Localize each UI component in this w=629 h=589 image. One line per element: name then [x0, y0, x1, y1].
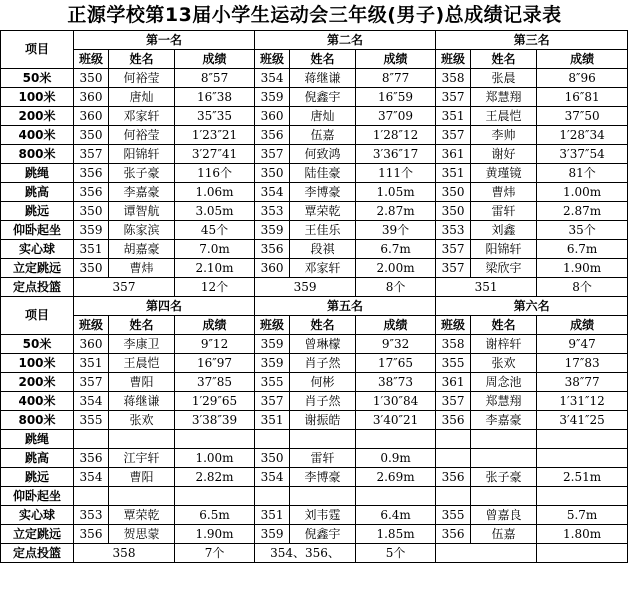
name-cell [471, 449, 537, 468]
basket-class-cell: 354、356、 [255, 544, 356, 563]
event-label: 400米 [1, 392, 74, 411]
class-cell: 355 [255, 373, 290, 392]
name-cell: 蒋继谦 [109, 392, 175, 411]
class-cell: 358 [436, 335, 471, 354]
class-cell: 350 [436, 183, 471, 202]
score-cell: 1′28″34 [537, 126, 628, 145]
table-row [1, 202, 628, 221]
class-cell: 360 [74, 335, 109, 354]
name-cell: 郑慧翔 [471, 392, 537, 411]
score-cell: 1′28″12 [356, 126, 436, 145]
table-row [1, 107, 628, 126]
name-cell: 李嘉豪 [109, 183, 175, 202]
class-cell: 357 [74, 373, 109, 392]
class-cell: 350 [74, 126, 109, 145]
class-cell: 353 [255, 202, 290, 221]
name-cell [471, 487, 537, 506]
name-cell: 邓家轩 [109, 107, 175, 126]
score-cell: 39个 [356, 221, 436, 240]
event-label: 仰卧起坐 [1, 487, 74, 506]
class-cell: 355 [436, 354, 471, 373]
place-header: 第四名 [74, 297, 255, 316]
name-cell: 李博豪 [290, 468, 356, 487]
basket-class-cell: 351 [436, 278, 537, 297]
name-cell: 李帅 [471, 126, 537, 145]
score-cell: 2.69m [356, 468, 436, 487]
score-cell: 2.51m [537, 468, 628, 487]
place-header-row [1, 31, 628, 50]
class-cell: 356 [436, 468, 471, 487]
score-cell: 1′31″12 [537, 392, 628, 411]
event-label: 800米 [1, 145, 74, 164]
score-cell: 3.05m [175, 202, 255, 221]
score-cell: 5.7m [537, 506, 628, 525]
sheet-title: 正源学校第13届小学生运动会三年级(男子)总成绩记录表 [67, 4, 562, 26]
class-cell: 354 [255, 183, 290, 202]
score-cell [356, 487, 436, 506]
table-row [1, 392, 628, 411]
name-cell [290, 487, 356, 506]
name-cell: 张子豪 [109, 164, 175, 183]
score-cell: 35个 [537, 221, 628, 240]
score-cell: 3′40″21 [356, 411, 436, 430]
name-cell: 何裕莹 [109, 126, 175, 145]
score-cell: 38″77 [537, 373, 628, 392]
score-cell: 1′23″21 [175, 126, 255, 145]
event-label: 实心球 [1, 506, 74, 525]
event-label: 100米 [1, 88, 74, 107]
event-label: 400米 [1, 126, 74, 145]
place-header-row [1, 297, 628, 316]
name-cell: 郑慧翔 [471, 88, 537, 107]
class-cell: 360 [74, 107, 109, 126]
basket-score-cell: 7个 [175, 544, 255, 563]
name-cell: 刘韦霆 [290, 506, 356, 525]
class-cell [436, 430, 471, 449]
basket-score-cell: 8个 [356, 278, 436, 297]
class-cell [436, 449, 471, 468]
event-label: 50米 [1, 69, 74, 88]
class-col-header: 班级 [436, 50, 471, 69]
class-col-header: 班级 [436, 316, 471, 335]
class-cell: 356 [255, 126, 290, 145]
table-row [1, 88, 628, 107]
class-cell: 351 [436, 164, 471, 183]
class-cell: 356 [74, 164, 109, 183]
name-cell: 江宇轩 [109, 449, 175, 468]
class-cell: 359 [255, 88, 290, 107]
score-cell [356, 430, 436, 449]
table-row [1, 449, 628, 468]
table-row [1, 525, 628, 544]
score-cell: 8″77 [356, 69, 436, 88]
name-cell: 何裕莹 [109, 69, 175, 88]
class-cell: 356 [436, 525, 471, 544]
name-cell: 黄瑾镜 [471, 164, 537, 183]
name-cell: 梁欣宇 [471, 259, 537, 278]
name-cell: 王晨恺 [109, 354, 175, 373]
name-col-header: 姓名 [471, 316, 537, 335]
name-cell: 张子豪 [471, 468, 537, 487]
place-header: 第三名 [436, 31, 628, 50]
score-cell: 1.90m [175, 525, 255, 544]
name-cell: 谢好 [471, 145, 537, 164]
table-row [1, 373, 628, 392]
score-cell: 1.00m [175, 449, 255, 468]
score-cell: 3′36″17 [356, 145, 436, 164]
score-cell: 37″09 [356, 107, 436, 126]
score-cell: 6.5m [175, 506, 255, 525]
table-row [1, 411, 628, 430]
name-cell [109, 487, 175, 506]
place-header: 第二名 [255, 31, 436, 50]
project-header: 项目 [1, 297, 74, 335]
name-cell: 谢梓轩 [471, 335, 537, 354]
event-label: 100米 [1, 354, 74, 373]
class-cell: 350 [74, 259, 109, 278]
class-cell: 353 [74, 506, 109, 525]
class-cell: 359 [255, 354, 290, 373]
place-header: 第一名 [74, 31, 255, 50]
class-cell: 359 [74, 221, 109, 240]
event-label: 定点投篮 [1, 278, 74, 297]
score-cell: 9″47 [537, 335, 628, 354]
score-cell [537, 449, 628, 468]
table-row [1, 69, 628, 88]
table-row [1, 335, 628, 354]
event-label: 200米 [1, 373, 74, 392]
table-row [1, 468, 628, 487]
name-cell: 阳锦轩 [471, 240, 537, 259]
class-cell: 350 [436, 202, 471, 221]
class-cell [436, 487, 471, 506]
name-cell: 李嘉豪 [471, 411, 537, 430]
event-label: 跳绳 [1, 430, 74, 449]
place-header: 第六名 [436, 297, 628, 316]
score-cell: 2.10m [175, 259, 255, 278]
score-col-header: 成绩 [356, 50, 436, 69]
score-cell: 8″96 [537, 69, 628, 88]
class-col-header: 班级 [255, 50, 290, 69]
class-cell: 358 [436, 69, 471, 88]
name-cell: 谢振皓 [290, 411, 356, 430]
class-cell: 357 [74, 145, 109, 164]
score-cell: 45个 [175, 221, 255, 240]
name-cell: 曹炜 [471, 183, 537, 202]
name-cell: 曹阳 [109, 468, 175, 487]
name-cell: 何致鸿 [290, 145, 356, 164]
table-row [1, 221, 628, 240]
class-cell: 351 [255, 411, 290, 430]
basket-class-cell: 357 [74, 278, 175, 297]
table-row [1, 506, 628, 525]
class-cell: 357 [436, 259, 471, 278]
class-cell: 360 [74, 88, 109, 107]
place-header: 第五名 [255, 297, 436, 316]
name-col-header: 姓名 [290, 316, 356, 335]
score-cell: 3′37″54 [537, 145, 628, 164]
event-label: 跳高 [1, 183, 74, 202]
score-col-header: 成绩 [356, 316, 436, 335]
class-cell: 361 [436, 373, 471, 392]
score-cell: 8″57 [175, 69, 255, 88]
name-cell: 覃荣乾 [290, 202, 356, 221]
class-cell: 357 [436, 392, 471, 411]
class-cell: 356 [255, 240, 290, 259]
name-cell: 雷轩 [471, 202, 537, 221]
name-cell: 邓家轩 [290, 259, 356, 278]
score-cell [175, 430, 255, 449]
name-cell: 曹阳 [109, 373, 175, 392]
basket-score-cell [537, 544, 628, 563]
class-cell: 351 [255, 506, 290, 525]
score-cell: 37″50 [537, 107, 628, 126]
name-cell: 覃荣乾 [109, 506, 175, 525]
class-cell: 356 [74, 183, 109, 202]
class-cell: 361 [436, 145, 471, 164]
score-cell: 7.0m [175, 240, 255, 259]
results-table [0, 30, 628, 563]
class-cell [74, 430, 109, 449]
name-cell: 蒋继谦 [290, 69, 356, 88]
class-cell: 350 [74, 69, 109, 88]
score-col-header: 成绩 [537, 316, 628, 335]
score-cell: 2.87m [356, 202, 436, 221]
class-cell: 354 [255, 69, 290, 88]
score-cell: 1.90m [537, 259, 628, 278]
basket-score-cell: 8个 [537, 278, 628, 297]
name-cell: 倪鑫宇 [290, 525, 356, 544]
score-col-header: 成绩 [175, 50, 255, 69]
score-cell: 1.85m [356, 525, 436, 544]
class-cell: 356 [74, 449, 109, 468]
class-cell [74, 487, 109, 506]
name-cell: 唐灿 [290, 107, 356, 126]
class-cell: 355 [436, 506, 471, 525]
score-cell: 38″73 [356, 373, 436, 392]
basket-score-cell: 5个 [356, 544, 436, 563]
score-cell: 16″97 [175, 354, 255, 373]
name-cell: 陈家滨 [109, 221, 175, 240]
class-col-header: 班级 [74, 316, 109, 335]
column-header-row [1, 50, 628, 69]
table-row [1, 240, 628, 259]
score-cell: 6.7m [537, 240, 628, 259]
name-cell: 曾嘉良 [471, 506, 537, 525]
name-cell: 段祺 [290, 240, 356, 259]
score-cell: 2.82m [175, 468, 255, 487]
name-cell: 曾琳檬 [290, 335, 356, 354]
event-label: 跳绳 [1, 164, 74, 183]
score-cell: 1′30″84 [356, 392, 436, 411]
project-header: 项目 [1, 31, 74, 69]
class-cell: 357 [436, 126, 471, 145]
class-cell: 355 [74, 411, 109, 430]
score-cell: 1.06m [175, 183, 255, 202]
table-row [1, 487, 628, 506]
class-cell: 354 [74, 392, 109, 411]
class-cell: 353 [436, 221, 471, 240]
score-cell: 81个 [537, 164, 628, 183]
name-col-header: 姓名 [290, 50, 356, 69]
class-cell: 354 [74, 468, 109, 487]
score-cell [537, 430, 628, 449]
score-cell: 17″65 [356, 354, 436, 373]
score-cell: 2.87m [537, 202, 628, 221]
basket-score-cell: 12个 [175, 278, 255, 297]
name-cell: 阳锦轩 [109, 145, 175, 164]
name-cell: 肖子然 [290, 354, 356, 373]
event-label: 立定跳远 [1, 259, 74, 278]
class-cell: 357 [436, 88, 471, 107]
score-cell: 3′38″39 [175, 411, 255, 430]
class-col-header: 班级 [74, 50, 109, 69]
score-cell: 2.00m [356, 259, 436, 278]
class-cell: 350 [255, 164, 290, 183]
event-label: 800米 [1, 411, 74, 430]
class-cell: 356 [436, 411, 471, 430]
name-cell: 伍嘉 [471, 525, 537, 544]
class-cell: 359 [255, 525, 290, 544]
event-label: 200米 [1, 107, 74, 126]
name-cell: 李康卫 [109, 335, 175, 354]
name-cell: 贺思蒙 [109, 525, 175, 544]
score-cell: 6.7m [356, 240, 436, 259]
class-cell: 350 [74, 202, 109, 221]
class-cell [255, 430, 290, 449]
score-cell: 16″81 [537, 88, 628, 107]
event-label: 50米 [1, 335, 74, 354]
class-col-header: 班级 [255, 316, 290, 335]
table-row [1, 354, 628, 373]
name-cell: 雷轩 [290, 449, 356, 468]
score-cell: 116个 [175, 164, 255, 183]
score-cell: 9″12 [175, 335, 255, 354]
event-label: 定点投篮 [1, 544, 74, 563]
name-cell: 伍嘉 [290, 126, 356, 145]
score-cell: 16″59 [356, 88, 436, 107]
name-cell [471, 430, 537, 449]
table-row [1, 183, 628, 202]
name-col-header: 姓名 [471, 50, 537, 69]
name-cell: 唐灿 [109, 88, 175, 107]
event-label: 跳远 [1, 468, 74, 487]
score-cell: 1.00m [537, 183, 628, 202]
class-cell: 351 [74, 354, 109, 373]
name-col-header: 姓名 [109, 316, 175, 335]
basket-class-cell [436, 544, 537, 563]
score-cell: 6.4m [356, 506, 436, 525]
name-cell: 王佳乐 [290, 221, 356, 240]
class-cell: 350 [255, 449, 290, 468]
name-cell: 曹炜 [109, 259, 175, 278]
name-cell: 周念池 [471, 373, 537, 392]
name-cell [290, 430, 356, 449]
name-cell: 张欢 [471, 354, 537, 373]
basket-class-cell: 359 [255, 278, 356, 297]
name-cell: 陆佳豪 [290, 164, 356, 183]
event-label: 跳远 [1, 202, 74, 221]
name-col-header: 姓名 [109, 50, 175, 69]
table-row [1, 145, 628, 164]
event-label: 实心球 [1, 240, 74, 259]
column-header-row [1, 316, 628, 335]
table-row [1, 544, 628, 563]
score-cell: 35″35 [175, 107, 255, 126]
event-label: 仰卧起坐 [1, 221, 74, 240]
table-row [1, 259, 628, 278]
score-cell: 1.05m [356, 183, 436, 202]
basket-class-cell: 358 [74, 544, 175, 563]
score-cell: 9″32 [356, 335, 436, 354]
class-cell: 359 [255, 221, 290, 240]
score-cell: 3′27″41 [175, 145, 255, 164]
score-cell: 16″38 [175, 88, 255, 107]
name-cell: 肖子然 [290, 392, 356, 411]
class-cell: 357 [255, 145, 290, 164]
name-cell: 胡嘉豪 [109, 240, 175, 259]
event-label: 立定跳远 [1, 525, 74, 544]
name-cell: 张欢 [109, 411, 175, 430]
table-row [1, 164, 628, 183]
score-col-header: 成绩 [537, 50, 628, 69]
class-cell: 359 [255, 335, 290, 354]
class-cell: 357 [255, 392, 290, 411]
name-cell: 李博豪 [290, 183, 356, 202]
name-cell: 刘鑫 [471, 221, 537, 240]
name-cell: 何彬 [290, 373, 356, 392]
class-cell: 360 [255, 107, 290, 126]
name-cell [109, 430, 175, 449]
event-label: 跳高 [1, 449, 74, 468]
class-cell: 360 [255, 259, 290, 278]
score-cell: 17″83 [537, 354, 628, 373]
class-cell: 356 [74, 525, 109, 544]
name-cell: 王晨恺 [471, 107, 537, 126]
name-cell: 张晨 [471, 69, 537, 88]
score-cell: 1.80m [537, 525, 628, 544]
score-cell: 111个 [356, 164, 436, 183]
table-row [1, 126, 628, 145]
score-cell: 3′41″25 [537, 411, 628, 430]
table-row [1, 430, 628, 449]
class-cell: 357 [436, 240, 471, 259]
score-cell: 0.9m [356, 449, 436, 468]
name-cell: 谭智航 [109, 202, 175, 221]
score-cell [537, 487, 628, 506]
class-cell: 354 [255, 468, 290, 487]
class-cell [255, 487, 290, 506]
name-cell: 倪鑫宇 [290, 88, 356, 107]
score-cell [175, 487, 255, 506]
table-row [1, 278, 628, 297]
score-cell: 1′29″65 [175, 392, 255, 411]
class-cell: 351 [436, 107, 471, 126]
class-cell: 351 [74, 240, 109, 259]
score-cell: 37″85 [175, 373, 255, 392]
score-col-header: 成绩 [175, 316, 255, 335]
